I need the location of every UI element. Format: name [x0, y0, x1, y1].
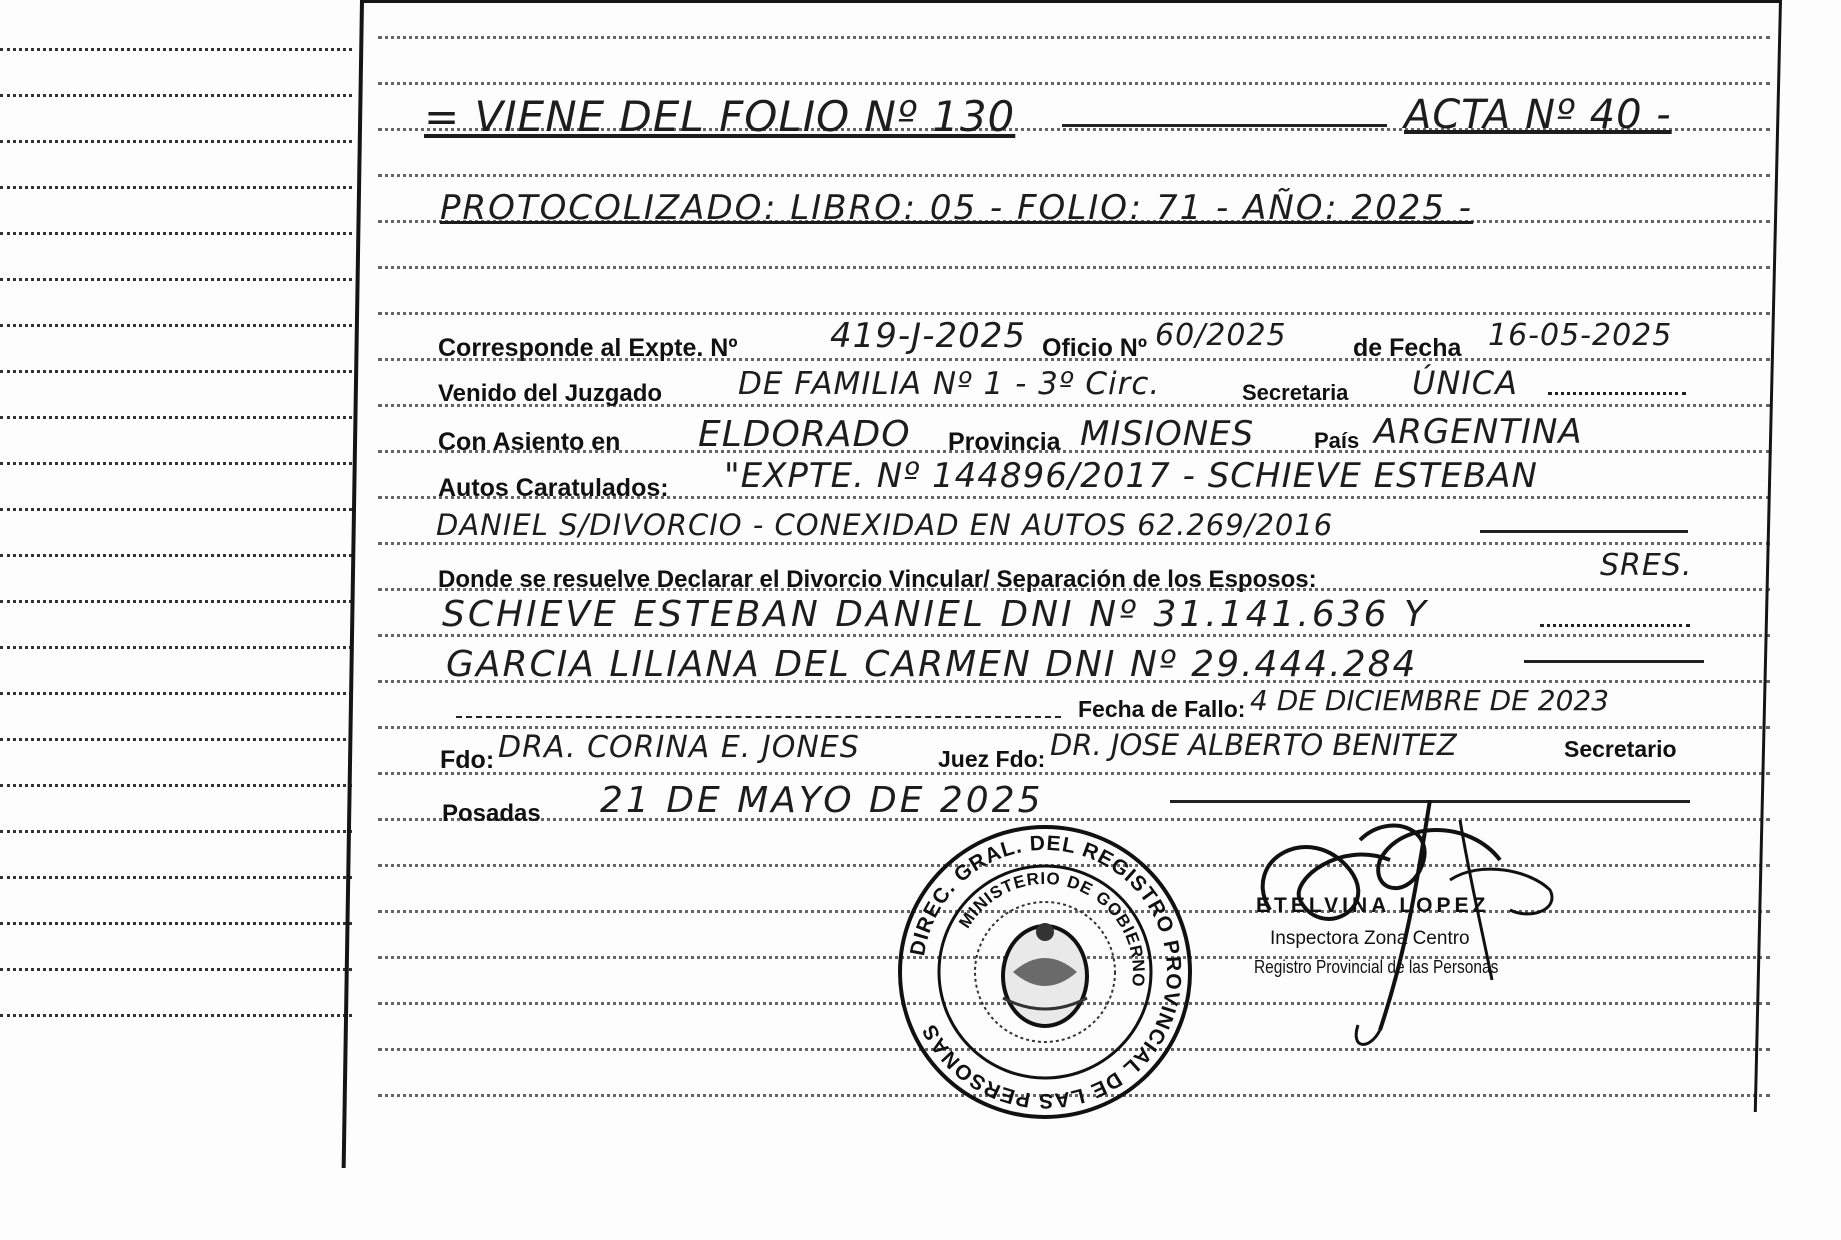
pais-label: País — [1314, 428, 1360, 453]
juez-label: Juez Fdo: — [938, 746, 1046, 772]
autos-label: Autos Caratulados: — [438, 474, 669, 502]
ruled-line — [0, 416, 352, 419]
ruled-line — [0, 646, 352, 649]
fecha-label: de Fecha — [1353, 334, 1462, 362]
row8-filler-line — [1524, 660, 1704, 663]
signatory-title: Inspectora Zona Centro — [1270, 928, 1470, 949]
ruled-line — [378, 174, 1770, 177]
secretaria-label: Secretaria — [1242, 380, 1349, 405]
juez-value: DRA. CORINA E. JONES — [498, 730, 860, 765]
fecha-fallo-value: 4 DE DICIEMBRE DE 2023 — [1250, 684, 1610, 717]
oficio-value: 60/2025 — [1155, 318, 1287, 353]
signatory-office: Registro Provincial de las Personas — [1254, 957, 1499, 977]
ruled-line — [0, 922, 352, 925]
esposos-prefix: SRES. — [1600, 548, 1693, 583]
posadas-label: Posadas — [442, 800, 541, 827]
provincia-label: Provincia — [948, 428, 1061, 456]
autos-value-2: DANIEL S/DIVORCIO - CONEXIDAD EN AUTOS 62.269/2016 — [436, 508, 1334, 542]
ruled-line — [0, 462, 352, 465]
posadas-value: 21 DE MAYO DE 2025 — [600, 780, 1044, 821]
ruled-line — [0, 324, 352, 327]
ruled-line — [0, 968, 352, 971]
venido-label: Venido del Juzgado — [438, 380, 663, 407]
secretario-value: DR. JOSE ALBERTO BENITEZ — [1050, 728, 1457, 762]
header-filler-line — [1062, 124, 1387, 127]
asiento-value: ELDORADO — [698, 414, 911, 455]
fallo-leader-line — [456, 716, 1061, 718]
ruled-line — [0, 876, 352, 879]
fecha-fallo-label: Fecha de Fallo: — [1078, 696, 1246, 722]
ruled-line — [378, 772, 1770, 775]
ruled-line — [0, 1014, 352, 1017]
row7-leader — [1540, 624, 1690, 627]
secretaria-value: ÚNICA — [1412, 364, 1519, 402]
left-margin-line — [342, 0, 364, 1168]
official-seal — [895, 822, 1195, 1122]
juzgado-value: DE FAMILIA Nº 1 - 3º Circ. — [738, 366, 1161, 402]
seal-inner-text: MINISTERIO DE GOBIERNO — [955, 868, 1149, 989]
fdo-label: Fdo: — [440, 746, 495, 774]
signatory-name: ETELVINA LOPEZ — [1256, 894, 1490, 917]
ruled-line — [0, 600, 352, 603]
ruled-line — [0, 370, 352, 373]
ruled-line — [0, 186, 352, 189]
ruled-line — [378, 312, 1770, 315]
donde-label: Donde se resuelve Declarar el Divorcio Vincular/ Separación de los Esposos: — [438, 566, 1317, 593]
ruled-line — [378, 82, 1770, 85]
pais-value: ARGENTINA — [1374, 412, 1583, 452]
ruled-line — [0, 784, 352, 787]
protocolizado-text: PROTOCOLIZADO: LIBRO: 05 - FOLIO: 71 - AÑO: 2025 - — [440, 188, 1474, 228]
seal-outer-text: DIREC. GRAL. DEL REGISTRO PROVINCIAL DE LAS PERSONAS — [906, 831, 1186, 1113]
ruled-line — [0, 830, 352, 833]
ruled-line — [0, 232, 352, 235]
expte-value: 419-J-2025 — [830, 316, 1026, 356]
ruled-line — [0, 278, 352, 281]
asiento-label: Con Asiento en — [438, 428, 621, 456]
ruled-line — [0, 738, 352, 741]
ruled-line — [0, 48, 352, 51]
viene-del-folio-text: = VIENE DEL FOLIO Nº 130 — [424, 92, 1016, 141]
row2-leader — [1548, 392, 1686, 395]
ruled-line — [0, 508, 352, 511]
autos-value-1: "EXPTE. Nº 144896/2017 - SCHIEVE ESTEBAN — [724, 456, 1538, 496]
ruled-line — [0, 554, 352, 557]
ruled-line — [378, 266, 1770, 269]
ruled-line — [378, 36, 1770, 39]
top-edge-line — [362, 0, 1780, 3]
row5-filler-line — [1480, 530, 1688, 533]
ruled-line — [378, 542, 1770, 545]
esposos-line-1: SCHIEVE ESTEBAN DANIEL DNI Nº 31.141.636 Y — [442, 594, 1430, 635]
esposos-line-2: GARCIA LILIANA DEL CARMEN DNI Nº 29.444.284 — [446, 644, 1418, 685]
fecha-value: 16-05-2025 — [1488, 318, 1673, 353]
acta-text: ACTA Nº 40 - — [1404, 92, 1672, 138]
ruled-line — [0, 140, 352, 143]
oficio-label: Oficio Nº — [1042, 334, 1147, 362]
right-margin-line — [1754, 0, 1782, 1112]
ruled-line — [0, 94, 352, 97]
provincia-value: MISIONES — [1080, 414, 1255, 454]
seal-coat-of-arms-icon — [1003, 923, 1087, 1026]
secretario-label: Secretario — [1564, 736, 1677, 762]
ruled-line — [0, 692, 352, 695]
corresponde-label: Corresponde al Expte. Nº — [438, 334, 738, 362]
